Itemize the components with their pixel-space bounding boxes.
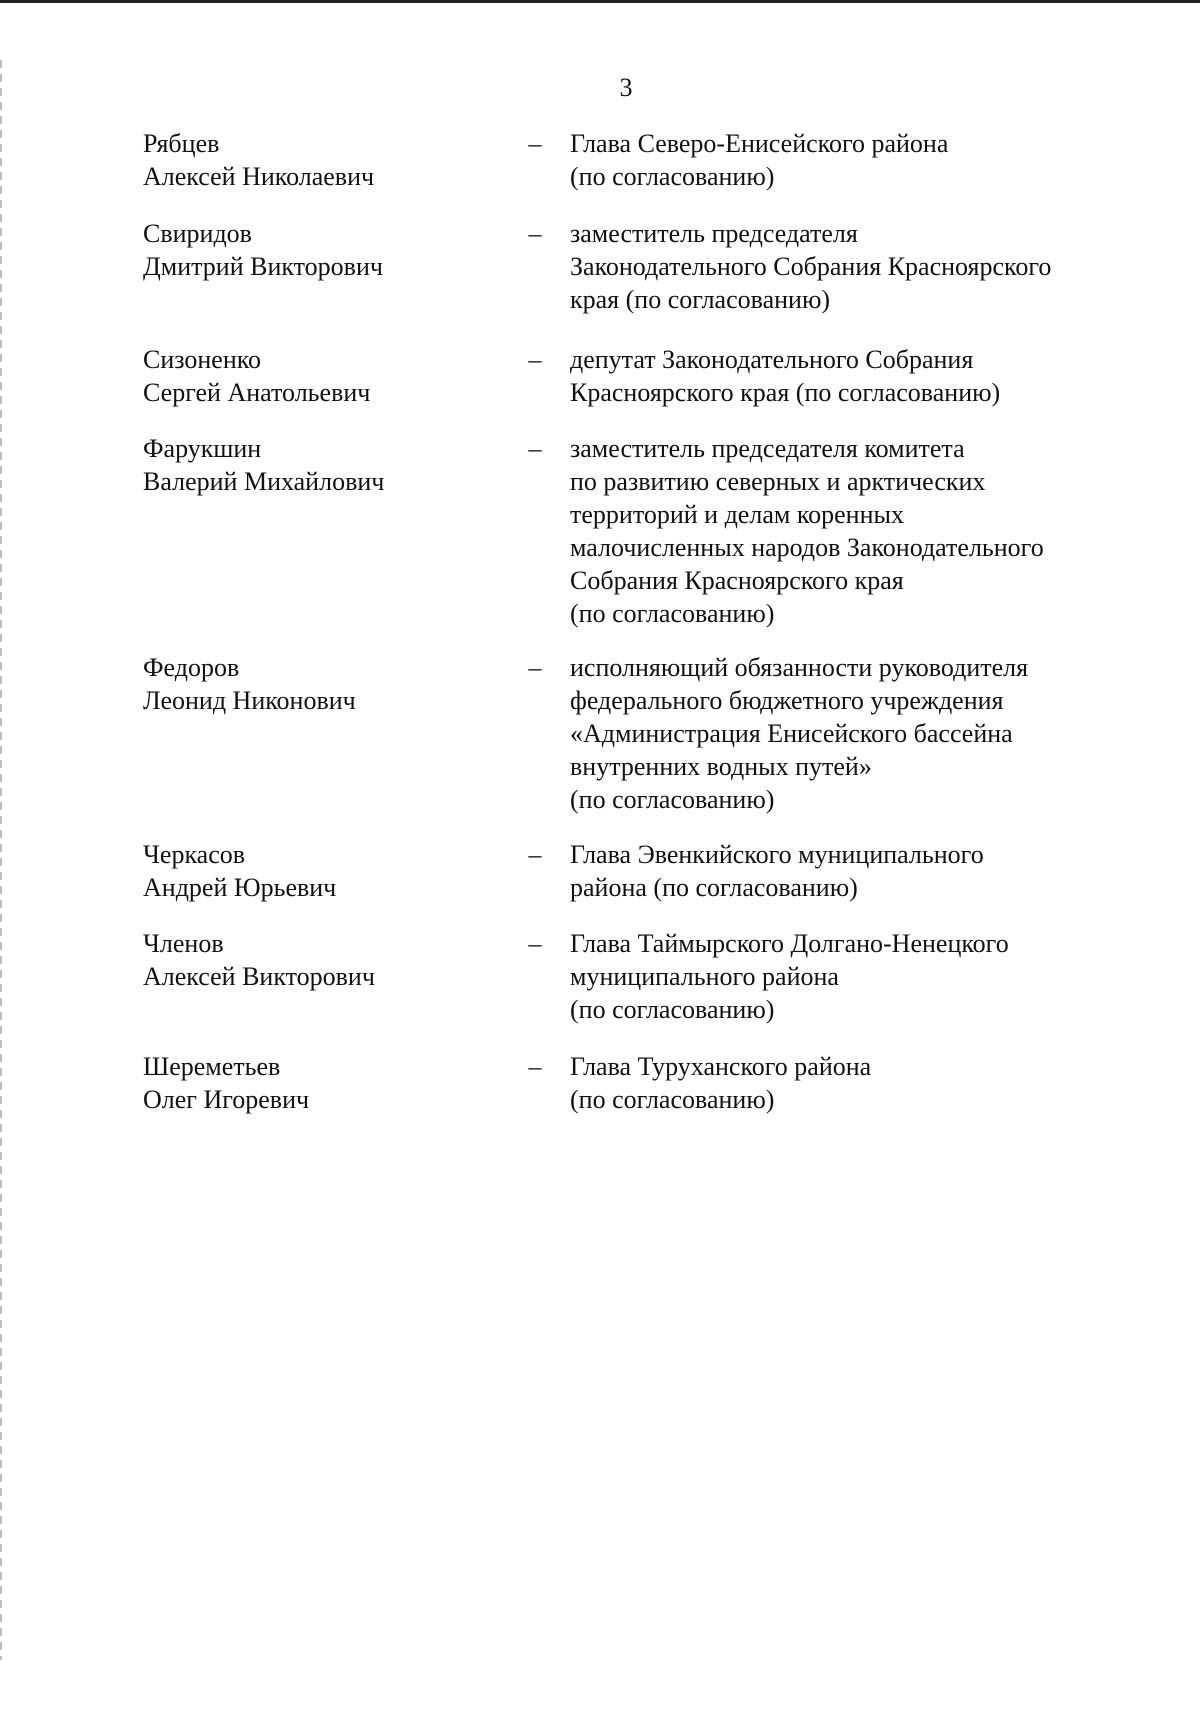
member-name [143,217,503,283]
scan-top-border [0,0,1200,3]
member-role [570,127,1110,193]
role-line: исполняющий обязанности руководителя [570,653,1029,682]
member-name [143,1050,503,1116]
separator-dash: – [528,129,542,158]
role-line: заместитель председателя [570,219,858,248]
member-given-names: Валерий Михайлович [143,467,385,496]
member-role [570,432,1110,630]
member-surname: Свиридов [143,219,252,248]
separator-dash: – [528,1052,542,1081]
role-line: «Администрация Енисейского бассейна [570,719,1013,748]
member-surname: Шереметьев [143,1052,281,1081]
member-role [570,927,1110,1026]
separator-dash: – [528,345,542,374]
member-given-names: Дмитрий Викторович [143,252,383,281]
separator-dash: – [528,929,542,958]
role-line: депутат Законодательного Собрания [570,345,974,374]
member-surname: Сизоненко [143,345,262,374]
role-line: по развитию северных и арктических [570,467,986,496]
separator-dash: – [528,434,542,463]
member-name [143,838,503,904]
member-surname: Федоров [143,653,240,682]
member-given-names: Алексей Николаевич [143,162,375,191]
scan-left-edge [0,60,2,1660]
role-line: края (по согласованию) [570,285,831,314]
member-name [143,651,503,717]
member-given-names: Сергей Анатольевич [143,378,371,407]
member-role [570,651,1110,816]
separator-dash: – [528,219,542,248]
role-line: (по согласованию) [570,995,775,1024]
role-line: территорий и делам коренных [570,500,904,529]
role-line: Глава Северо-Енисейского района [570,129,949,158]
member-given-names: Алексей Викторович [143,962,375,991]
role-line: (по согласованию) [570,162,775,191]
role-line: муниципального района [570,962,839,991]
member-name [143,432,503,498]
member-surname: Членов [143,929,224,958]
role-line: федерального бюджетного учреждения [570,686,1004,715]
role-line: района (по согласованию) [570,873,858,902]
member-name [143,927,503,993]
role-line: (по согласованию) [570,599,775,628]
member-given-names: Андрей Юрьевич [143,873,337,902]
member-surname: Рябцев [143,129,220,158]
role-line: Собрания Красноярского края [570,566,904,595]
role-line: Красноярского края (по согласованию) [570,378,1001,407]
role-line: Глава Таймырского Долгано-Ненецкого [570,929,1009,958]
role-line: заместитель председателя комитета [570,434,965,463]
member-role [570,1050,1110,1116]
member-given-names: Леонид Никонович [143,686,356,715]
role-line: Глава Эвенкийского муниципального [570,840,984,869]
member-role [570,217,1110,316]
role-line: (по согласованию) [570,785,775,814]
member-surname: Черкасов [143,840,246,869]
member-surname: Фарукшин [143,434,262,463]
separator-dash: – [528,653,542,682]
page-number: 3 [619,73,633,102]
role-line: Законодательного Собрания Красноярского [570,252,1052,281]
role-line: (по согласованию) [570,1085,775,1114]
member-given-names: Олег Игоревич [143,1085,310,1114]
member-role [570,838,1110,904]
member-name [143,127,503,193]
member-role [570,343,1110,409]
role-line: малочисленных народов Законодательного [570,533,1044,562]
role-line: внутренних водных путей» [570,752,872,781]
member-name [143,343,503,409]
role-line: Глава Туруханского района [570,1052,872,1081]
separator-dash: – [528,840,542,869]
